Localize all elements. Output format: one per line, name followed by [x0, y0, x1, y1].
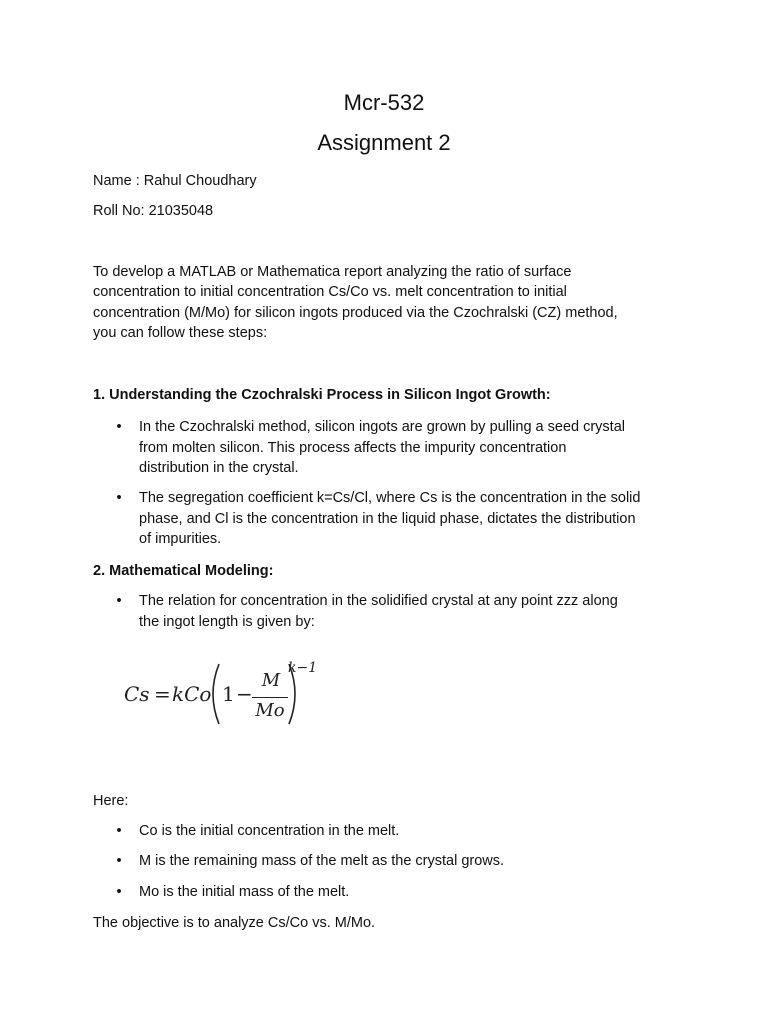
- bullet-icon: •: [116, 884, 122, 900]
- course-title: Mcr-532: [343, 90, 425, 115]
- intro-line: concentration (M/Mo) for silicon ingots produced via the Czochralski (CZ) method,: [93, 305, 618, 321]
- formula-coefficient: kCo: [172, 682, 212, 706]
- formula-equals: =: [154, 682, 171, 706]
- bullet-icon: •: [116, 490, 122, 506]
- concentration-formula: [124, 660, 324, 728]
- assignment-title: Assignment 2: [317, 130, 451, 155]
- section2-heading: 2. Mathematical Modeling:: [93, 563, 274, 579]
- intro-line: concentration to initial concentration Cs/Co vs. melt concentration to initial: [93, 284, 567, 300]
- bullet-icon: •: [116, 419, 122, 435]
- list-item-line: distribution in the crystal.: [139, 460, 299, 476]
- list-item-line: the ingot length is given by:: [139, 613, 315, 630]
- left-paren-icon: [206, 662, 222, 726]
- fraction-bar: [252, 697, 288, 698]
- list-item-line: from molten silicon. This process affects the impurity concentration: [139, 439, 567, 456]
- formula-numerator: M: [261, 670, 281, 691]
- list-item-line: M is the remaining mass of the melt as the crystal grows.: [139, 853, 505, 869]
- bullet-icon: •: [116, 853, 122, 869]
- student-name: Name : Rahul Choudhary: [93, 173, 257, 189]
- intro-line: To develop a MATLAB or Mathematica report analyzing the ratio of surface: [93, 264, 572, 280]
- objective-text: The objective is to analyze Cs/Co vs. M/Mo.: [93, 915, 376, 931]
- list-item-line: Co is the initial concentration in the melt.: [139, 823, 400, 839]
- here-label: Here:: [93, 793, 129, 809]
- formula-minus: −: [236, 682, 253, 706]
- formula-lhs: Cs: [124, 682, 150, 706]
- formula-denominator: Mo: [255, 700, 285, 721]
- bullet-icon: •: [116, 593, 122, 609]
- list-item-line: phase, and Cl is the concentration in the liquid phase, dictates the distribution: [139, 510, 636, 527]
- list-item-line: of impurities.: [139, 531, 222, 547]
- bullet-icon: •: [116, 823, 122, 839]
- roll-number: Roll No: 21035048: [93, 203, 214, 219]
- section1-heading: 1. Understanding the Czochralski Process in Silicon Ingot Growth:: [93, 387, 551, 403]
- intro-line: you can follow these steps:: [93, 325, 268, 341]
- list-item-line: In the Czochralski method, silicon ingots are grown by pulling a seed crystal: [139, 419, 625, 435]
- list-item-line: The segregation coefficient k=Cs/Cl, where Cs is the concentration in the solid: [139, 490, 641, 506]
- list-item-line: The relation for concentration in the solidified crystal at any point zzz along: [139, 593, 618, 609]
- formula-one: 1: [222, 682, 235, 706]
- formula-exponent: k−1: [288, 660, 318, 676]
- list-item-line: Mo is the initial mass of the melt.: [139, 884, 350, 900]
